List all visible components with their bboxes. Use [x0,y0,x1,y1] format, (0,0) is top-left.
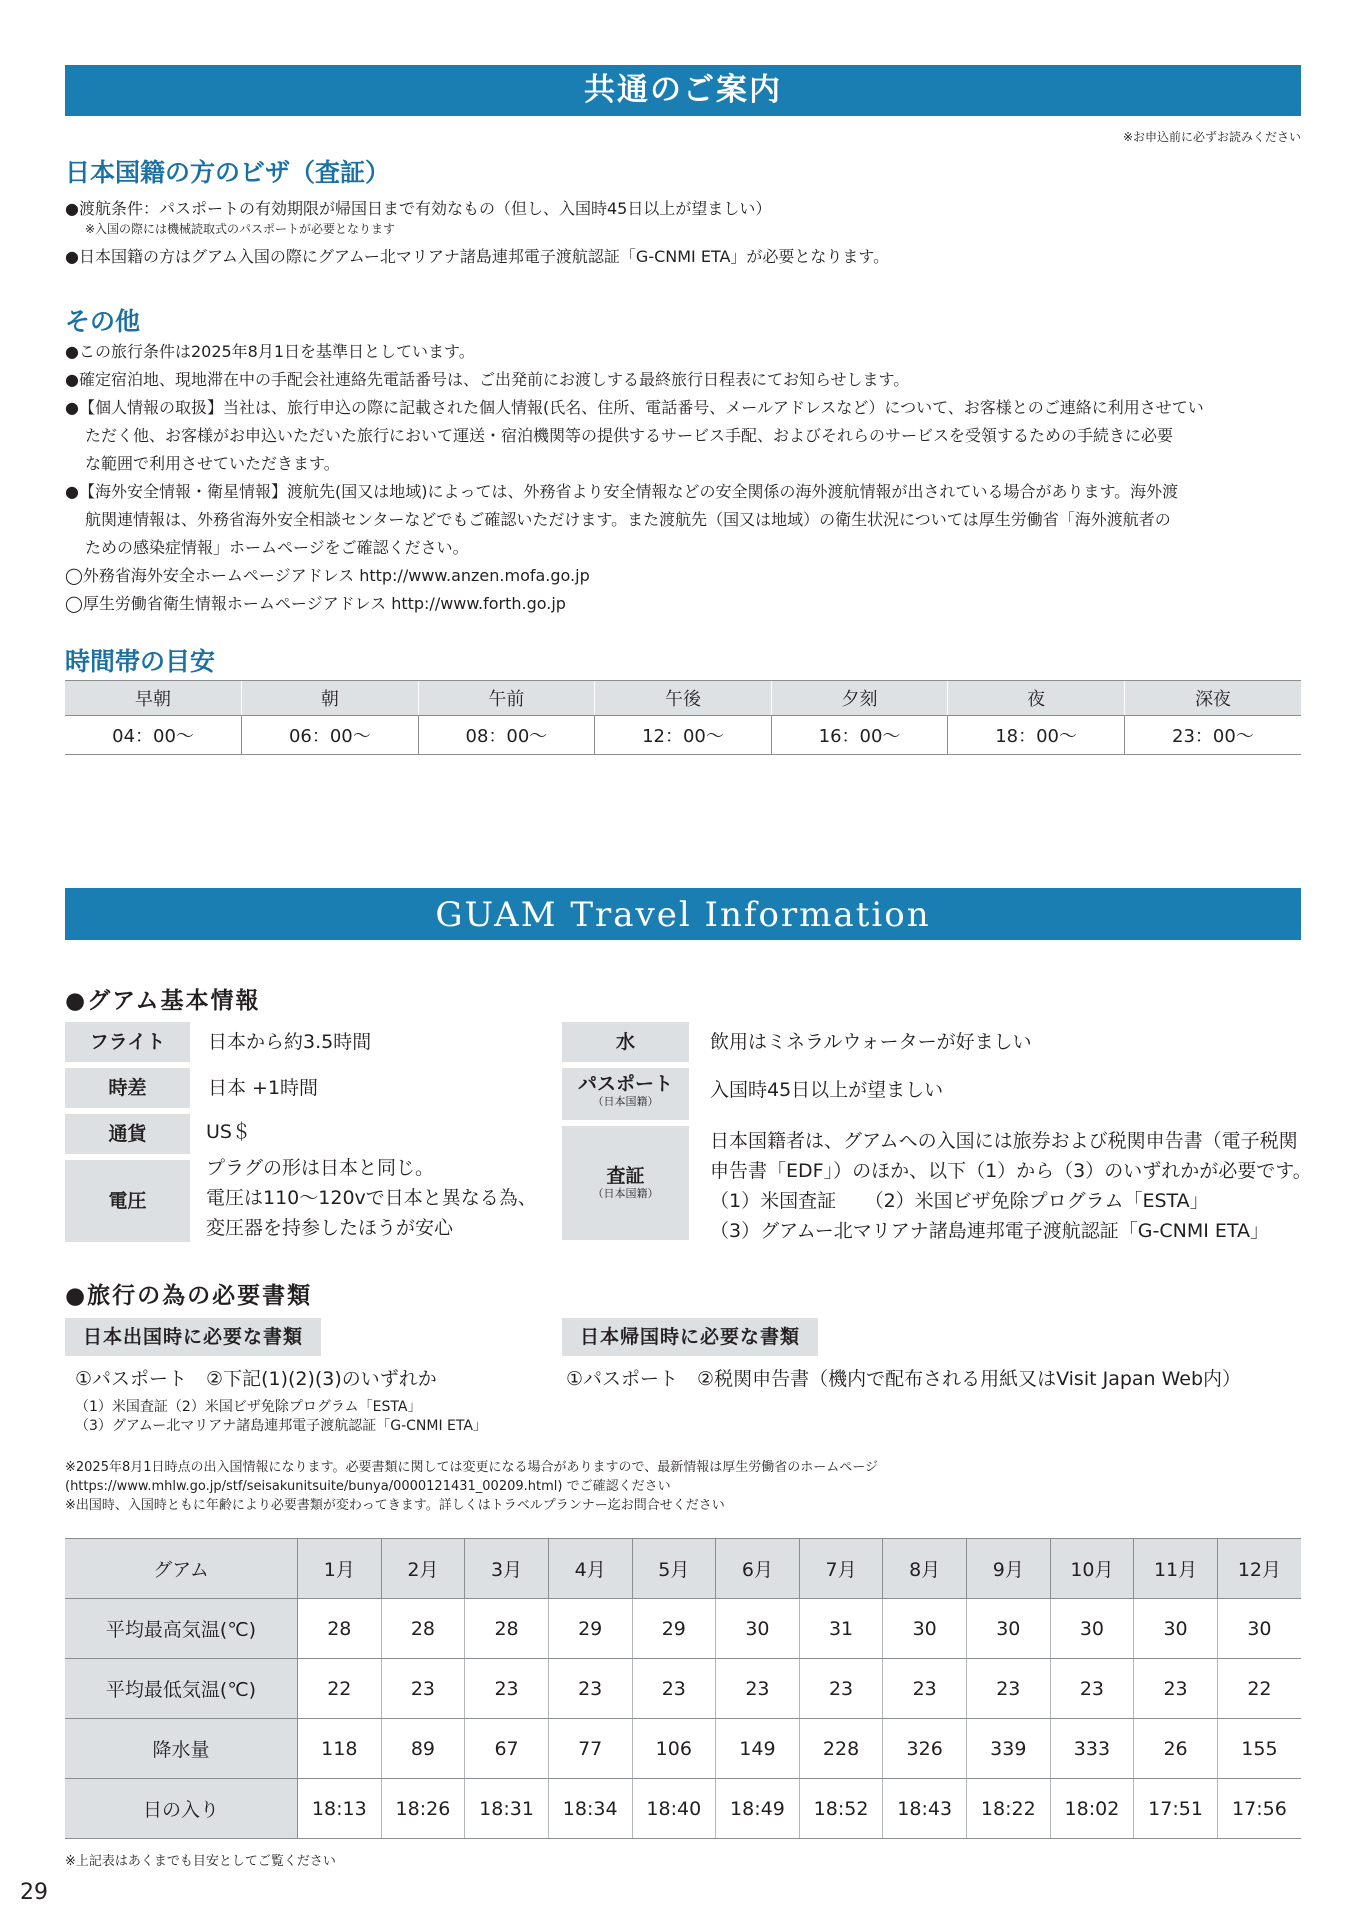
departure-docs-value: ①パスポート ②下記(1)(2)(3)のいずれか [75,1368,437,1390]
climate-cell: 18:40 [632,1779,716,1839]
climate-cell: 18:02 [1050,1779,1134,1839]
safety-line-1: ●【海外安全情報・衛星情報】渡航先(国又は地域)によっては、外務省より安全情報などの安全関係の海外渡航情報が出されている場合があります。海外渡 [65,482,1179,501]
climate-cell: 89 [381,1719,465,1779]
climate-cell: 30 [967,1599,1051,1659]
departure-note-1: （1）米国査証（2）米国ビザ免除プログラム「ESTA」 [75,1399,422,1415]
climate-cell: 326 [883,1719,967,1779]
climate-cell: 29 [632,1599,716,1659]
return-docs-value: ①パスポート ②税関申告書（機内で配布される用紙又はVisit Japan Web内） [566,1368,1242,1390]
climate-cell: 22 [298,1659,382,1719]
time-label: 深夜 [1124,681,1301,716]
climate-cell: 28 [381,1599,465,1659]
climate-row-high [65,1599,1301,1659]
visa-label-sub: （日本国籍） [592,1187,659,1200]
time-value: 12：00〜 [595,716,772,755]
section-banner-guam: GUAM Travel Information [65,888,1301,940]
passport-label-text: パスポート [577,1073,673,1095]
return-docs-tag: 日本帰国時に必要な書類 [562,1318,818,1356]
climate-cell: 30 [1134,1599,1218,1659]
climate-cell: 77 [548,1719,632,1779]
time-label: 朝 [242,681,419,716]
time-value: 16：00〜 [771,716,948,755]
climate-header-row [65,1539,1301,1599]
climate-cell: 18:43 [883,1779,967,1839]
climate-cell: 30 [1050,1599,1134,1659]
climate-note: ※上記表はあくまでも目安としてご覧ください [65,1854,336,1869]
month-header: 7月 [799,1539,883,1599]
month-header: 6月 [716,1539,800,1599]
climate-row-label: 平均最低気温(℃) [65,1659,298,1719]
other-line-2: ●確定宿泊地、現地滞在中の手配会社連絡先電話番号は、ご出発前にお渡しする最終旅行日程表にてお知らせします。 [65,370,910,389]
climate-cell: 28 [298,1599,382,1659]
climate-cell: 23 [465,1659,549,1719]
climate-cell: 18:22 [967,1779,1051,1839]
climate-corner: グアム [65,1539,298,1599]
water-label: 水 [562,1022,689,1062]
flight-label: フライト [65,1022,190,1062]
climate-cell: 23 [716,1659,800,1719]
voltage-line-2: 電圧は110〜120vで日本と異なる為、 [206,1187,537,1209]
read-before-note: ※お申込前に必ずお読みください [1122,130,1301,144]
voltage-label: 電圧 [65,1160,190,1242]
other-heading: その他 [65,307,141,336]
climate-cell: 28 [465,1599,549,1659]
climate-row-label: 降水量 [65,1719,298,1779]
other-line-1: ●この旅行条件は2025年8月1日を基準日としています。 [65,342,475,361]
climate-cell: 30 [883,1599,967,1659]
climate-row-label: 日の入り [65,1779,298,1839]
privacy-line-3: な範囲で利用させていただきます。 [85,454,340,473]
time-heading: 時間帯の目安 [65,647,216,676]
climate-row-low [65,1659,1301,1719]
voltage-line-3: 変圧器を持参したほうが安心 [206,1217,454,1239]
climate-table [65,1538,1301,1839]
climate-cell: 31 [799,1599,883,1659]
voltage-value [206,1153,537,1243]
currency-label: 通貨 [65,1114,190,1154]
time-difference-value: 日本 +1時間 [208,1077,319,1099]
documents-heading: ●旅行の為の必要書類 [65,1283,313,1309]
month-header: 11月 [1134,1539,1218,1599]
time-table [65,680,1301,755]
basic-info-heading: ●グアム基本情報 [65,988,261,1014]
other-paragraphs [65,338,1305,618]
climate-cell: 18:26 [381,1779,465,1839]
time-value: 08：00〜 [418,716,595,755]
visa-line-1: ●渡航条件：パスポートの有効期限が帰国日まで有効なもの（但し、入国時45日以上が望ましい） [65,199,772,218]
climate-cell: 18:52 [799,1779,883,1839]
passport-value: 入国時45日以上が望ましい [710,1079,944,1101]
climate-row-rain [65,1719,1301,1779]
documents-note-1: ※2025年8月1日時点の出入国情報になります。必要書類に関しては変更になる場合がありますので、最新情報は厚生労働省のホームページ [65,1460,878,1475]
climate-cell: 23 [1050,1659,1134,1719]
passport-label [562,1068,689,1120]
climate-cell: 17:51 [1134,1779,1218,1839]
climate-cell: 118 [298,1719,382,1779]
visa-line-2: ●日本国籍の方はグアム入国の際にグアムー北マリアナ諸島連邦電子渡航認証「G-CNMI ETA」が必要となります。 [65,247,890,266]
climate-row-label: 平均最高気温(℃) [65,1599,298,1659]
climate-row-sunset [65,1779,1301,1839]
climate-cell: 23 [1134,1659,1218,1719]
time-value: 06：00〜 [242,716,419,755]
climate-cell: 23 [883,1659,967,1719]
climate-cell: 67 [465,1719,549,1779]
climate-cell: 17:56 [1217,1779,1301,1839]
month-header: 4月 [548,1539,632,1599]
voltage-line-1: プラグの形は日本と同じ。 [206,1157,435,1179]
climate-cell: 18:13 [298,1779,382,1839]
time-label: 夕刻 [771,681,948,716]
time-label-row [65,681,1301,716]
month-header: 12月 [1217,1539,1301,1599]
month-header: 9月 [967,1539,1051,1599]
climate-cell: 23 [632,1659,716,1719]
time-label: 午後 [595,681,772,716]
anzen-link-line[interactable]: ◯外務省海外安全ホームページアドレス http://www.anzen.mofa.go.jp [65,566,590,585]
climate-cell: 23 [799,1659,883,1719]
time-label: 夜 [948,681,1125,716]
month-header: 5月 [632,1539,716,1599]
time-value: 23：00〜 [1124,716,1301,755]
safety-line-2: 航関連情報は、外務省海外安全相談センターなどでもご確認いただけます。また渡航先（国又は地域）の衛生状況については厚生労働省「海外渡航者の [85,510,1171,529]
climate-cell: 29 [548,1599,632,1659]
climate-cell: 23 [381,1659,465,1719]
month-header: 2月 [381,1539,465,1599]
climate-cell: 30 [716,1599,800,1659]
safety-line-3: ための感染症情報」ホームページをご確認ください。 [85,538,469,557]
forth-link-line[interactable]: ◯厚生労働省衛生情報ホームページアドレス http://www.forth.go.jp [65,594,566,613]
climate-cell: 23 [548,1659,632,1719]
privacy-line-2: ただく他、お客様がお申込いただいた旅行において運送・宿泊機関等の提供するサービス手配、およびそれらのサービスを受領するための手続きに必要 [85,426,1174,445]
climate-cell: 18:34 [548,1779,632,1839]
climate-cell: 106 [632,1719,716,1779]
visa-info-value [710,1126,1312,1246]
climate-cell: 228 [799,1719,883,1779]
visa-info-label [562,1126,689,1240]
climate-cell: 26 [1134,1719,1218,1779]
section-banner-common: 共通のご案内 [65,65,1301,116]
visa-info-line-1: 日本国籍者は、グアムへの入国には旅券および税関申告書（電子税関 [710,1130,1298,1152]
documents-note-3: ※出国時、入国時ともに年齢により必要書類が変わってきます。詳しくはトラベルプランナー迄お問合せください [65,1498,725,1513]
time-difference-label: 時差 [65,1068,190,1108]
departure-docs-notes [75,1398,487,1436]
time-value-row [65,716,1301,755]
visa-line-1-note: ※入国の際には機械読取式のパスポートが必要となります [85,222,396,236]
documents-notes [65,1458,878,1515]
passport-label-sub: （日本国籍） [592,1095,659,1108]
month-header: 8月 [883,1539,967,1599]
time-label: 午前 [418,681,595,716]
month-header: 1月 [298,1539,382,1599]
visa-info-line-4: （3）グアムー北マリアナ諸島連邦電子渡航認証「G-CNMI ETA」 [710,1220,1270,1242]
water-value: 飲用はミネラルウォーターが好ましい [710,1031,1032,1053]
climate-cell: 155 [1217,1719,1301,1779]
time-value: 18：00〜 [948,716,1125,755]
climate-cell: 333 [1050,1719,1134,1779]
time-value: 04：00〜 [65,716,242,755]
visa-label-text: 査証 [606,1165,645,1187]
page-number: 29 [20,1880,48,1905]
month-header: 3月 [465,1539,549,1599]
flight-value: 日本から約3.5時間 [208,1031,372,1053]
climate-cell: 30 [1217,1599,1301,1659]
departure-note-2: （3）グアムー北マリアナ諸島連邦電子渡航認証「G-CNMI ETA」 [75,1418,487,1434]
time-label: 早朝 [65,681,242,716]
climate-cell: 18:49 [716,1779,800,1839]
visa-heading: 日本国籍の方のビザ（査証） [65,158,391,187]
documents-note-2: (https://www.mhlw.go.jp/stf/seisakunitsuite/bunya/0000121431_00209.html) でご確認ください [65,1479,671,1494]
visa-info-line-3: （1）米国査証 （2）米国ビザ免除プログラム「ESTA」 [710,1190,1209,1212]
month-header: 10月 [1050,1539,1134,1599]
visa-info-line-2: 申告書「EDF」）のほか、以下（1）から（3）のいずれかが必要です。 [710,1160,1312,1182]
currency-value: US＄ [206,1121,251,1143]
departure-docs-tag: 日本出国時に必要な書類 [65,1318,321,1356]
climate-cell: 18:31 [465,1779,549,1839]
climate-cell: 23 [967,1659,1051,1719]
climate-cell: 22 [1217,1659,1301,1719]
climate-cell: 339 [967,1719,1051,1779]
privacy-line-1: ●【個人情報の取扱】当社は、旅行申込の際に記載された個人情報(氏名、住所、電話番号、メールアドレスなど）について、お客様とのご連絡に利用させてい [65,398,1204,417]
climate-cell: 149 [716,1719,800,1779]
